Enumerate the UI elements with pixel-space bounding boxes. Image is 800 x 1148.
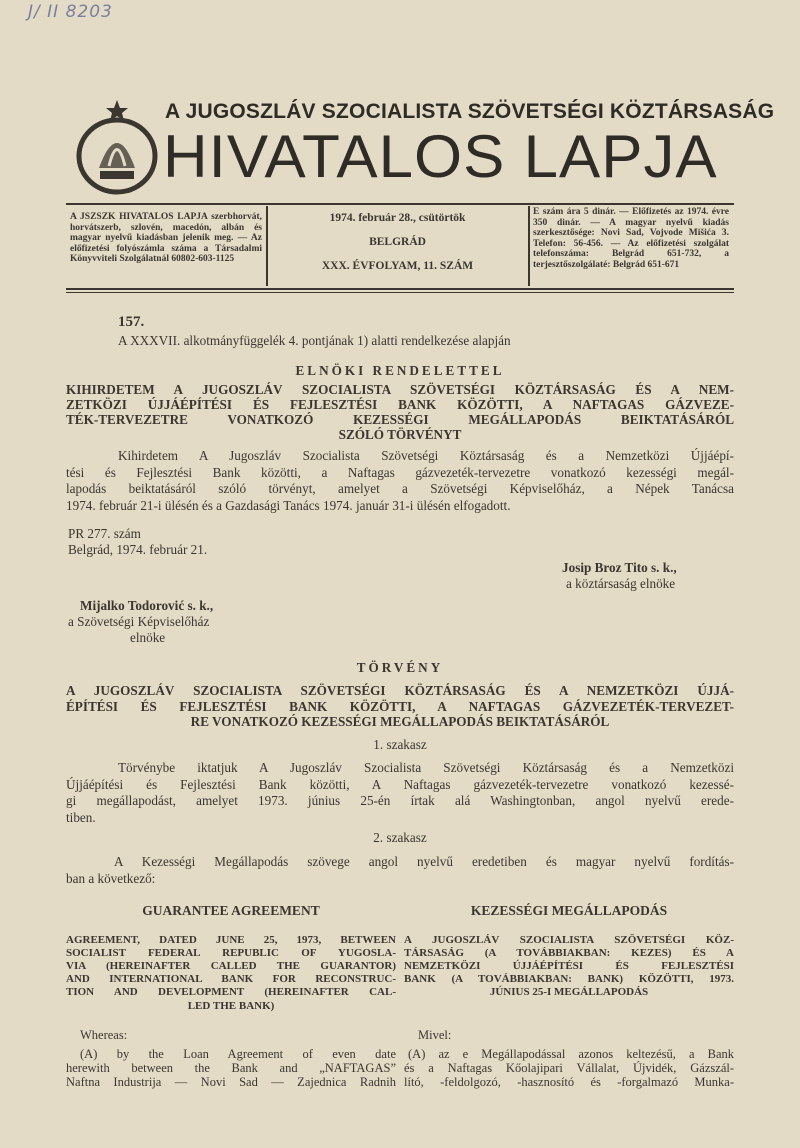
title-line: AND INTERNATIONAL BANK FOR RECONSTRUC-	[66, 973, 396, 986]
title-line: BANK (A TOVÁBBIAKBAN: BANK) KÖZÖTTI, 1973.	[404, 973, 734, 986]
column-divider	[528, 206, 530, 286]
title-line: TÉK-TERVEZETRE VONATKOZÓ KEZESSÉGI MEGÁLLAPODÁS BEIKTATÁSÁRÓL	[66, 412, 734, 427]
body-line: 1974. február 21-i ülésén és a Gazdasági Tanács 1974. január 31-i ülésén elfogadott.	[66, 497, 511, 513]
body-line: lító, -feldolgozó, -hasznosító és -forgalmazó Munka-	[404, 1075, 734, 1090]
doc-number: 157.	[118, 314, 145, 330]
decree-heading: ELNÖKI RENDELETTEL	[295, 363, 505, 378]
body-line: (A) by the Loan Agreement of even date	[80, 1047, 396, 1062]
column-divider	[266, 206, 268, 286]
title-line: SZÓLÓ TÖRVÉNYT	[338, 427, 462, 442]
title-line: A JUGOSZLÁV SZOCIALISTA SZÖVETSÉGI KÖZTÁRSASÁG ÉS A NEMZETKÖZI ÚJJÁ-	[66, 683, 734, 698]
title-line: LED THE BANK)	[187, 999, 275, 1012]
signer-todorovic-title: a Szövetségi Képviselőház	[68, 614, 210, 629]
section-1-heading: 1. szakasz	[373, 737, 427, 752]
masthead-kicker: A JUGOSZLÁV SZOCIALISTA SZÖVETSÉGI KÖZTÁRSASÁG	[165, 100, 775, 123]
title-line: TION AND DEVELOPMENT (HEREINAFTER CAL-	[66, 986, 396, 999]
title-line: SOCIALIST FEDERAL REPUBLIC OF YUGOSLA-	[66, 946, 396, 959]
place-date: Belgrád, 1974. február 21.	[68, 542, 208, 557]
body-line: herewith between the Bank and „NAFTAGAS”	[66, 1061, 396, 1076]
whereas-label: Mivel:	[418, 1027, 452, 1042]
header-rule	[66, 292, 734, 293]
section-2-body	[66, 854, 734, 887]
body-line: gi megállapodást, amelyet 1973. június 25-én írtak alá Washingtonban, angol nyelvű erede-	[66, 793, 734, 808]
body-line: ban a következő:	[66, 870, 156, 886]
header-rule	[66, 288, 734, 290]
column-heading: KEZESSÉGI MEGÁLLAPODÁS	[470, 903, 668, 918]
preamble: A XXXVII. alkotmányfüggelék 4. pontjának 1) alatti rendelkezése alapján	[118, 333, 511, 348]
english-column	[66, 903, 396, 1089]
issue-place: BELGRÁD	[369, 236, 426, 248]
section-2-heading: 2. szakasz	[373, 830, 427, 845]
info-center	[270, 212, 525, 284]
signer-todorovic-name: Mijalko Todorović s. k.,	[80, 598, 214, 613]
masthead-title: HIVATALOS LAPJA	[163, 123, 718, 190]
hungarian-column	[404, 903, 734, 1089]
decree-body	[66, 448, 734, 514]
decree-title	[66, 382, 734, 442]
law-title	[66, 683, 734, 730]
title-line: AGREEMENT, DATED JUNE 25, 1973, BETWEEN	[66, 933, 396, 946]
law-heading: TÖRVÉNY	[356, 660, 444, 675]
body-line: A Kezességi Megállapodás szövege angol nyelvű eredetiben és magyar nyelvű fordítás-	[114, 854, 734, 869]
issue-number: XXX. ÉVFOLYAM, 11. SZÁM	[321, 260, 474, 272]
body-line: Kihirdetem A Jugoszláv Szocialista Szövetségi Köztársaság és a Nemzetközi Újjáépí-	[118, 448, 734, 463]
header-rule	[66, 203, 734, 205]
title-line: ÉPÍTÉSI ÉS FEJLESZTÉSI BANK KÖZÖTTI, A NAFTAGAS GÁZVEZETÉK-TERVEZET-	[66, 698, 734, 714]
title-line: NEMZETKÖZI ÚJJÁÉPÍTÉSI ÉS FEJLESZTÉSI	[404, 959, 734, 972]
issue-date: 1974. február 28., csütörtök	[329, 212, 466, 224]
body-line: Naftna Industrija — Novi Sad — Zajednica Radnih	[66, 1075, 396, 1090]
title-line: KIHIRDETEM A JUGOSZLÁV SZOCIALISTA SZÖVETSÉGI KÖZTÁRSASÁG ÉS A NEM-	[66, 382, 734, 397]
signer-todorovic-title: elnöke	[130, 630, 166, 645]
title-line: TÁRSASÁG (A TOVÁBBIAKBAN: KEZES) ÉS A	[404, 946, 734, 959]
section-1-body	[66, 760, 734, 826]
column-heading: GUARANTEE AGREEMENT	[142, 903, 320, 918]
body-line: és a Naftagas Kőolajipari Vállalat, Újvidék, Gázszál-	[404, 1061, 734, 1076]
state-emblem-icon	[74, 98, 160, 196]
title-line: RE VONATKOZÓ KEZESSÉGI MEGÁLLAPODÁS BEIKTATÁSÁRÓL	[190, 714, 610, 729]
info-left: A JSZSZK HIVATALOS LAPJA szerbhorvát, horvátszerb, szlovén, macedón, albán és magyar nyelvű kiadásban jelenik meg. — Az előfizetési folyószámla száma a Társadalmi Könyvviteli Szolgálatnál 60802-603-1125	[70, 212, 262, 264]
body-line: Törvénybe iktatjuk A Jugoszláv Szocialista Szövetségi Köztársaság és a Nemzetközi	[118, 760, 734, 775]
pr-number: PR 277. szám	[68, 526, 141, 541]
handwritten-archive-note: J/ II 8203	[28, 2, 113, 22]
body-line: tési és Fejlesztési Bank közötti, a Naftagas gázvezeték-tervezetre vonatkozó kezességi megál-	[66, 464, 734, 480]
title-line: ZETKÖZI ÚJJÁÉPÍTÉSI ÉS FEJLESZTÉSI BANK KÖZÖTTI, A NAFTAGAS GÁZVEZE-	[66, 397, 734, 412]
whereas-label: Whereas:	[80, 1027, 128, 1042]
title-line: JÚNIUS 25-I MEGÁLLAPODÁS	[489, 986, 649, 999]
title-line: A JUGOSZLÁV SZOCIALISTA SZÖVETSÉGI KÖZ-	[404, 933, 734, 946]
body-line: (A) az e Megállapodással azonos keltezésű, a Bank	[408, 1047, 734, 1062]
body-line: lapodás beiktatásáról szóló törvényt, amelyet a Szövetségi Képviselőház, a Népek Tanácsa	[66, 481, 734, 496]
title-line: VIA (HEREINAFTER CALLED THE GUARANTOR)	[66, 959, 396, 972]
body-line: tiben.	[66, 809, 96, 825]
info-right: E szám ára 5 dinár. — Előfizetés az 1974. évre 350 dinár. — A magyar nyelvű kiadás szerkesztősége: Novi Sad, Vojvode Mišića 3. Telefon: 56-456. — Az előfizetési szolgálat telefonszáma: Belgrád 651-732, a terjesztőszolgálaté: Belgrád 651-671	[533, 207, 729, 270]
signer-tito-name: Josip Broz Tito s. k.,	[562, 560, 677, 575]
signer-tito-title: a köztársaság elnöke	[566, 576, 676, 591]
body-line: Újjáépítési és Fejlesztési Bank közötti, A Naftagas gázvezeték-tervezetre vonatkozó kezessé-	[66, 776, 734, 792]
